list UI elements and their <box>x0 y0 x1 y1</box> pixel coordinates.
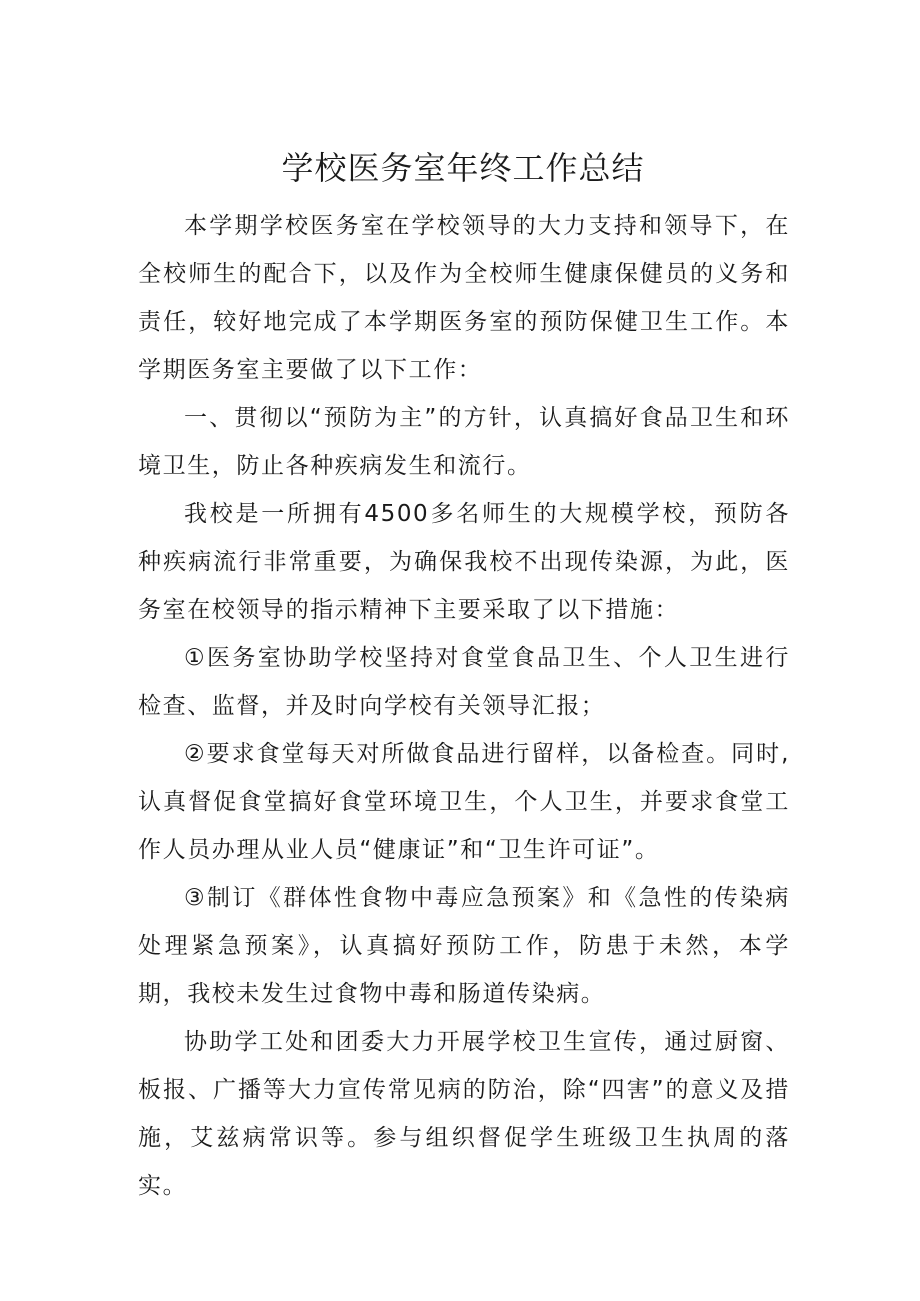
paragraph-measure-1: ①医务室协助学校坚持对食堂食品卫生、个人卫生进行检查、监督，并及时向学校有关领导汇报； <box>138 645 790 719</box>
document-title: 学校医务室年终工作总结 <box>281 149 645 187</box>
paragraph-measure-3: ③制订《群体性食物中毒应急预案》和《急性的传染病处理紧急预案》，认真搞好预防工作，防患于未然，本学期，我校未发生过食物中毒和肠道传染病。 <box>138 885 790 1007</box>
paragraph-measure-2: ②要求食堂每天对所做食品进行留样，以备检查。同时,认真督促食堂搞好食堂环境卫生，个人卫生，并要求食堂工作人员办理从业人员“健康证”和“卫生许可证”。 <box>138 741 790 863</box>
paragraph-school-background: 我校是一所拥有4500多名师生的大规模学校，预防各种疾病流行非常重要，为确保我校不出现传染源，为此，医务室在校领导的指示精神下主要采取了以下措施： <box>138 501 790 623</box>
document-page <box>138 142 790 1210</box>
paragraph-health-promotion: 协助学工处和团委大力开展学校卫生宣传，通过厨窗、板报、广播等大力宣传常见病的防治，除“四害”的意义及措施，艾兹病常识等。参与组织督促学生班级卫生执周的落实。 <box>138 1029 790 1199</box>
paragraph-intro: 本学期学校医务室在学校领导的大力支持和领导下，在全校师生的配合下，以及作为全校师生健康保健员的义务和责任，较好地完成了本学期医务室的预防保健卫生工作。本学期医务室主要做了以下工作： <box>138 213 790 383</box>
paragraph-section-one: 一、贯彻以“预防为主”的方针，认真搞好食品卫生和环境卫生，防止各种疾病发生和流行。 <box>138 405 790 479</box>
